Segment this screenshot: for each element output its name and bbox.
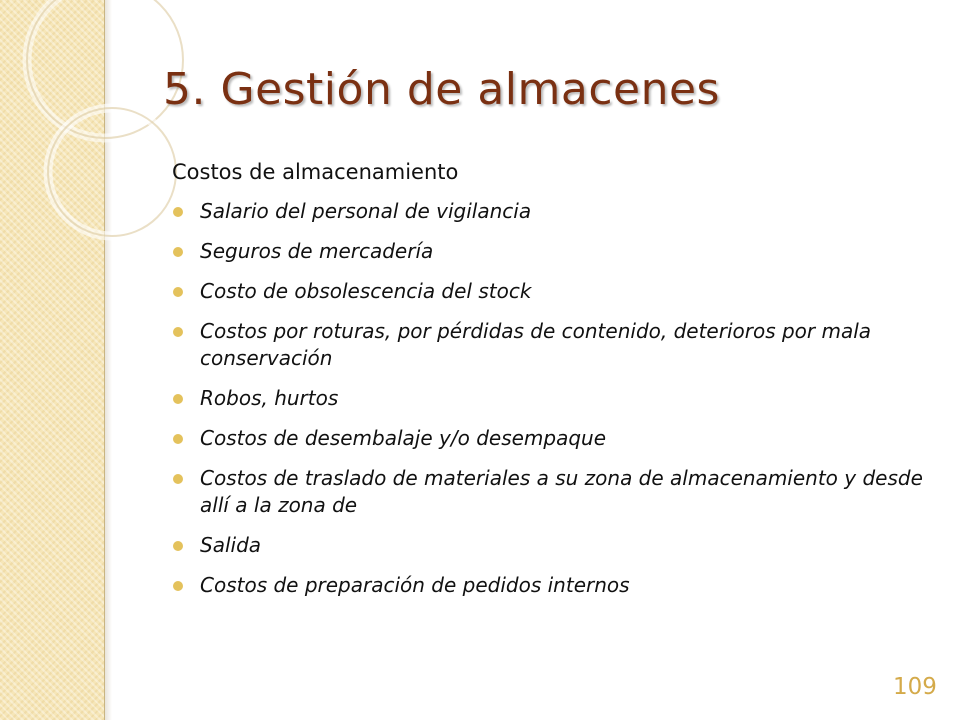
- bullet-dot-icon: [173, 327, 183, 337]
- bullet-item: [172, 532, 932, 559]
- bullet-item: [172, 465, 932, 519]
- bullet-dot-icon: [173, 287, 183, 297]
- bullet-text: Salario del personal de vigilancia: [200, 199, 532, 223]
- bullet-dot-icon: [173, 581, 183, 591]
- bullet-text: Costos de desembalaje y/o desempaque: [200, 426, 607, 450]
- bullet-dot-icon: [173, 394, 183, 404]
- bullet-text: Seguros de mercadería: [200, 239, 434, 263]
- bullet-item: [172, 572, 932, 599]
- bullet-dot-icon: [173, 207, 183, 217]
- bullet-list: [172, 198, 932, 612]
- bullet-text: Costo de obsolescencia del stock: [200, 279, 532, 303]
- bullet-item: [172, 238, 932, 265]
- slide-subtitle: Costos de almacenamiento: [172, 160, 459, 184]
- bullet-item: [172, 278, 932, 305]
- bullet-item: [172, 425, 932, 452]
- bullet-dot-icon: [173, 247, 183, 257]
- bullet-dot-icon: [173, 474, 183, 484]
- bullet-item: [172, 198, 932, 225]
- slide-title: 5. Gestión de almacenes: [163, 64, 720, 115]
- bullet-dot-icon: [173, 434, 183, 444]
- decorative-side-band: [0, 0, 105, 720]
- bullet-dot-icon: [173, 541, 183, 551]
- page-number: 109: [893, 674, 937, 700]
- bullet-text: Costos por roturas, por pérdidas de contenido, deterioros por mala conservación: [200, 319, 872, 370]
- bullet-item: [172, 318, 932, 372]
- bullet-text: Costos de traslado de materiales a su zona de almacenamiento y desde allí a la zona de: [200, 466, 923, 517]
- side-band-shadow: [104, 0, 112, 720]
- bullet-text: Robos, hurtos: [200, 386, 339, 410]
- bullet-text: Costos de preparación de pedidos internos: [200, 573, 630, 597]
- bullet-text: Salida: [200, 533, 262, 557]
- bullet-item: [172, 385, 932, 412]
